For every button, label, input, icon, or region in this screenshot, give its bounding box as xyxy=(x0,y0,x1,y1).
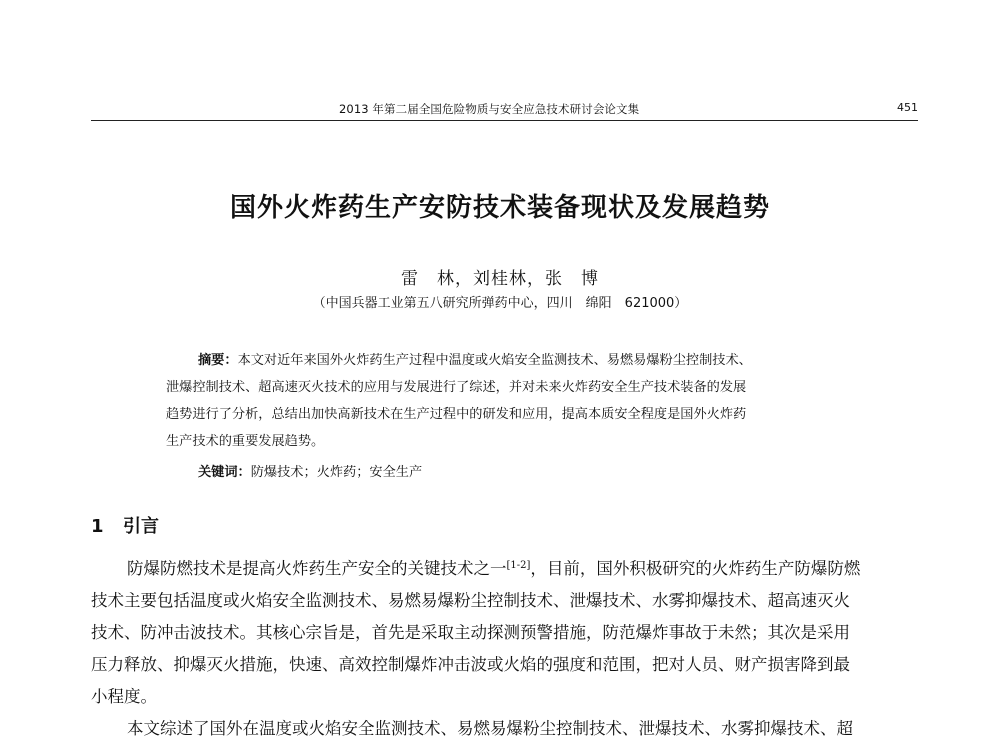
running-header xyxy=(91,98,918,121)
keywords xyxy=(198,461,422,480)
body-line: 本文综述了国外在温度或火焰安全监测技术、易燃易爆粉尘控制技术、泄爆技术、水雾抑爆技术、超 xyxy=(127,719,853,738)
section-heading xyxy=(91,512,159,538)
section-title: 引言 xyxy=(123,516,159,537)
authors: 雷 林，刘桂林，张 博 xyxy=(401,269,599,289)
abstract-line: 趋势进行了分析，总结出加快高新技术在生产过程中的研发和应用，提高本质安全程度是国外火炸药 xyxy=(166,407,747,422)
abstract-line: 生产技术的重要发展趋势。 xyxy=(166,434,325,449)
citation-ref[interactable]: [1-2] xyxy=(506,560,531,571)
keywords-value: 防爆技术；火炸药；安全生产 xyxy=(250,465,423,480)
running-title: 2013 年第二届全国危险物质与安全应急技术研讨会论文集 xyxy=(339,102,640,116)
abstract-line xyxy=(166,347,856,374)
abstract-label: 摘要： xyxy=(198,353,238,368)
body-line: 小程度。 xyxy=(91,687,157,706)
article-title: 国外火炸药生产安防技术装备现状及发展趋势 xyxy=(229,193,770,223)
abstract-text: 本文对近年来国外火炸药生产过程中温度或火焰安全监测技术、易燃易爆粉尘控制技术、 xyxy=(237,353,752,368)
abstract xyxy=(166,347,856,455)
affiliation: （中国兵器工业第五八研究所弹药中心，四川 绵阳 621000） xyxy=(312,296,688,311)
abstract-line: 泄爆控制技术、超高速灭火技术的应用与发展进行了综述，并对未来火炸药安全生产技术装备的发展 xyxy=(166,380,747,395)
body-line: 压力释放、抑爆灭火措施，快速、高效控制爆炸冲击波或火焰的强度和范围，把对人员、财产损害降到最 xyxy=(91,655,850,674)
body-line: 技术主要包括温度或火焰安全监测技术、易燃易爆粉尘控制技术、泄爆技术、水雾抑爆技术、超高速灭火 xyxy=(91,591,850,610)
body-text xyxy=(91,553,918,745)
keywords-label: 关键词： xyxy=(198,465,251,480)
body-text-fragment: 防爆防燃技术是提高火炸药生产安全的关键技术之一 xyxy=(127,559,507,578)
page-number: 451 xyxy=(897,101,918,114)
body-text-fragment: ，目前，国外积极研究的火炸药生产防爆防燃 xyxy=(530,559,861,578)
section-number: 1 xyxy=(91,516,104,537)
body-line xyxy=(91,553,918,585)
body-line: 技术、防冲击波技术。其核心宗旨是，首先是采取主动探测预警措施，防范爆炸事故于未然；其次是采用 xyxy=(91,623,850,642)
